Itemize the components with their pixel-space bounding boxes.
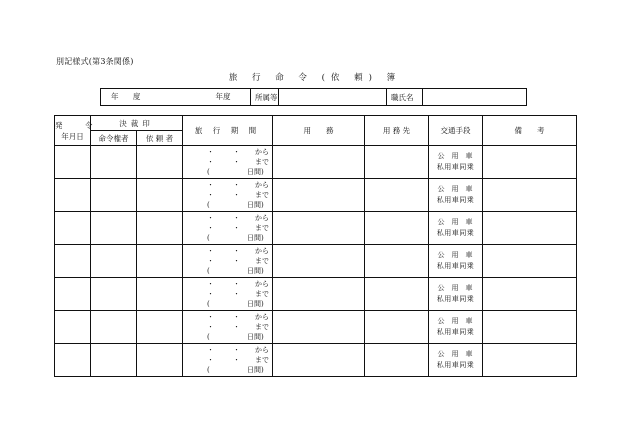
- period-start-line: [183, 246, 273, 256]
- period-dot: ・: [207, 191, 214, 199]
- period-days-label: 日間): [247, 366, 264, 374]
- transport-option-private-car: 私用車同乗: [436, 262, 475, 270]
- issue-date-header: [55, 116, 103, 146]
- period-from-label: から: [255, 346, 269, 354]
- period-days-line: [183, 233, 273, 243]
- destination-cell[interactable]: [365, 311, 429, 344]
- transport-cell[interactable]: [429, 344, 483, 377]
- travel-period-header: 旅 行 期 間: [183, 116, 273, 146]
- page-title: [0, 71, 630, 83]
- period-days-label: 日間): [247, 333, 264, 341]
- period-open-paren: (: [207, 234, 210, 242]
- header-info-table: [100, 88, 527, 106]
- travel-period-cell[interactable]: [183, 146, 273, 179]
- page-title-text: 旅 行 命 令 (依 頼) 簿: [228, 73, 402, 83]
- period-dot: ・: [207, 290, 214, 298]
- period-open-paren: (: [207, 300, 210, 308]
- transport-option-official-car: 公用車: [437, 350, 480, 358]
- requester-stamp-cell[interactable]: [137, 179, 183, 212]
- period-until-label: まで: [255, 224, 269, 232]
- period-dot: ・: [233, 224, 240, 232]
- destination-cell[interactable]: [365, 146, 429, 179]
- period-days-label: 日間): [247, 267, 264, 275]
- period-open-paren: (: [207, 168, 210, 176]
- form-style-label: 別記様式(第3条関係): [56, 57, 134, 66]
- table-row: [55, 146, 577, 179]
- period-dot: ・: [233, 181, 240, 189]
- period-dot: ・: [233, 247, 240, 255]
- requester-stamp-cell[interactable]: [137, 245, 183, 278]
- table-body: [55, 146, 577, 377]
- period-dot: ・: [207, 313, 214, 321]
- period-dot: ・: [207, 323, 214, 331]
- table-row: [55, 245, 577, 278]
- destination-cell[interactable]: [365, 212, 429, 245]
- period-dot: ・: [233, 356, 240, 364]
- period-end-line: [183, 322, 273, 332]
- business-cell[interactable]: [273, 311, 365, 344]
- travel-period-cell[interactable]: [183, 245, 273, 278]
- requester-stamp-cell[interactable]: [137, 311, 183, 344]
- issue-date-cell[interactable]: [55, 311, 91, 344]
- department-field[interactable]: [279, 89, 375, 106]
- issue-date-header-line1: 発 令: [55, 120, 103, 130]
- travel-period-cell[interactable]: [183, 278, 273, 311]
- table-row: [55, 212, 577, 245]
- period-until-label: まで: [255, 257, 269, 265]
- period-dot: ・: [233, 280, 240, 288]
- transport-header: 交通手段: [429, 116, 483, 146]
- period-days-line: [183, 299, 273, 309]
- period-days-line: [183, 167, 273, 177]
- period-open-paren: (: [207, 366, 210, 374]
- period-dot: ・: [207, 148, 214, 156]
- transport-option-private-car: 私用車同乗: [436, 229, 475, 237]
- business-cell[interactable]: [273, 344, 365, 377]
- commander-stamp-cell[interactable]: [91, 179, 137, 212]
- period-dot: ・: [207, 257, 214, 265]
- name-label: 職氏名: [387, 89, 423, 106]
- requester-stamp-cell[interactable]: [137, 344, 183, 377]
- commander-header: 命令権者: [91, 131, 137, 146]
- requester-header: 依 頼 者: [137, 131, 183, 146]
- remarks-cell[interactable]: [483, 344, 577, 377]
- transport-option-private-car: 私用車同乗: [436, 361, 475, 369]
- commander-stamp-cell[interactable]: [91, 245, 137, 278]
- issue-date-cell[interactable]: [55, 344, 91, 377]
- period-until-label: まで: [255, 290, 269, 298]
- period-end-line: [183, 190, 273, 200]
- travel-period-block: [183, 212, 272, 244]
- transport-option-official-car: 公用車: [437, 317, 480, 325]
- issue-date-cell[interactable]: [55, 278, 91, 311]
- period-dot: ・: [233, 313, 240, 321]
- period-dot: ・: [233, 323, 240, 331]
- commander-stamp-cell[interactable]: [91, 278, 137, 311]
- period-days-label: 日間): [247, 234, 264, 242]
- period-dot: ・: [207, 214, 214, 222]
- period-start-line: [183, 279, 273, 289]
- transport-option-official-car: 公用車: [437, 218, 480, 226]
- period-days-line: [183, 365, 273, 375]
- period-days-line: [183, 266, 273, 276]
- requester-stamp-cell[interactable]: [137, 212, 183, 245]
- transport-cell[interactable]: [429, 179, 483, 212]
- period-dot: ・: [233, 158, 240, 166]
- travel-period-block: [183, 146, 272, 178]
- transport-option-private-car: 私用車同乗: [436, 328, 475, 336]
- issue-date-cell[interactable]: [55, 146, 91, 179]
- period-start-line: [183, 180, 273, 190]
- transport-cell[interactable]: [429, 311, 483, 344]
- issue-date-header-line2: 年月日: [61, 131, 84, 141]
- fiscal-year-cell[interactable]: [101, 89, 235, 106]
- period-open-paren: (: [207, 333, 210, 341]
- issue-date-cell[interactable]: [55, 212, 91, 245]
- requester-stamp-cell[interactable]: [137, 146, 183, 179]
- period-from-label: から: [255, 214, 269, 222]
- period-dot: ・: [207, 181, 214, 189]
- period-until-label: まで: [255, 158, 269, 166]
- fiscal-year-label: 年 度: [111, 92, 147, 101]
- period-start-line: [183, 213, 273, 223]
- travel-period-block: [183, 179, 272, 211]
- travel-period-block: [183, 278, 272, 310]
- name-field[interactable]: [423, 89, 527, 106]
- period-dot: ・: [207, 224, 214, 232]
- transport-option-private-car: 私用車同乗: [436, 163, 475, 171]
- department-label: 所属等: [251, 89, 279, 106]
- table-row: [55, 179, 577, 212]
- period-days-label: 日間): [247, 168, 264, 176]
- requester-stamp-cell[interactable]: [137, 278, 183, 311]
- commander-stamp-cell[interactable]: [91, 344, 137, 377]
- period-dot: ・: [233, 257, 240, 265]
- period-dot: ・: [207, 356, 214, 364]
- approval-stamp-header: 決裁印: [91, 116, 183, 131]
- period-from-label: から: [255, 313, 269, 321]
- business-cell[interactable]: [273, 212, 365, 245]
- period-days-label: 日間): [247, 201, 264, 209]
- transport-option-private-car: 私用車同乗: [436, 196, 475, 204]
- period-dot: ・: [233, 346, 240, 354]
- travel-period-cell[interactable]: [183, 212, 273, 245]
- commander-stamp-cell[interactable]: [91, 146, 137, 179]
- period-start-line: [183, 147, 273, 157]
- remarks-cell[interactable]: [483, 311, 577, 344]
- transport-option-official-car: 公用車: [437, 251, 480, 259]
- remarks-cell[interactable]: [483, 212, 577, 245]
- table-row: [55, 311, 577, 344]
- remarks-header: 備 考: [483, 116, 577, 146]
- destination-cell[interactable]: [365, 179, 429, 212]
- table-row: [55, 344, 577, 377]
- transport-cell[interactable]: [429, 278, 483, 311]
- period-until-label: まで: [255, 356, 269, 364]
- period-open-paren: (: [207, 201, 210, 209]
- period-dot: ・: [233, 148, 240, 156]
- period-end-line: [183, 223, 273, 233]
- period-until-label: まで: [255, 191, 269, 199]
- period-from-label: から: [255, 148, 269, 156]
- travel-period-block: [183, 311, 272, 343]
- period-end-line: [183, 355, 273, 365]
- commander-stamp-cell[interactable]: [91, 212, 137, 245]
- transport-option-private-car: 私用車同乗: [436, 295, 475, 303]
- remarks-cell[interactable]: [483, 245, 577, 278]
- travel-period-cell[interactable]: [183, 179, 273, 212]
- period-dot: ・: [207, 247, 214, 255]
- period-start-line: [183, 312, 273, 322]
- business-header: 用 務: [273, 116, 365, 146]
- period-end-line: [183, 289, 273, 299]
- destination-cell[interactable]: [365, 344, 429, 377]
- destination-cell[interactable]: [365, 278, 429, 311]
- transport-cell[interactable]: [429, 245, 483, 278]
- transport-cell[interactable]: [429, 212, 483, 245]
- period-open-paren: (: [207, 267, 210, 275]
- remarks-cell[interactable]: [483, 146, 577, 179]
- period-dot: ・: [207, 346, 214, 354]
- period-dot: ・: [233, 191, 240, 199]
- travel-period-block: [183, 245, 272, 277]
- business-cell[interactable]: [273, 179, 365, 212]
- fiscal-year-suffix: 年度: [215, 92, 231, 101]
- issue-date-cell[interactable]: [55, 179, 91, 212]
- transport-option-official-car: 公用車: [437, 185, 480, 193]
- period-end-line: [183, 157, 273, 167]
- remarks-cell[interactable]: [483, 179, 577, 212]
- period-end-line: [183, 256, 273, 266]
- business-cell[interactable]: [273, 245, 365, 278]
- transport-option-official-car: 公用車: [437, 284, 480, 292]
- transport-option-official-car: 公用車: [437, 152, 480, 160]
- destination-cell[interactable]: [365, 245, 429, 278]
- table-row: [55, 278, 577, 311]
- travel-order-table: [54, 115, 577, 377]
- transport-cell[interactable]: [429, 146, 483, 179]
- period-from-label: から: [255, 181, 269, 189]
- period-dot: ・: [207, 158, 214, 166]
- period-dot: ・: [233, 214, 240, 222]
- issue-date-cell[interactable]: [55, 245, 91, 278]
- fiscal-year-spacer: [235, 89, 251, 106]
- period-days-line: [183, 200, 273, 210]
- period-from-label: から: [255, 247, 269, 255]
- period-until-label: まで: [255, 323, 269, 331]
- period-dot: ・: [207, 280, 214, 288]
- department-spacer: [375, 89, 387, 106]
- business-cell[interactable]: [273, 278, 365, 311]
- period-days-label: 日間): [247, 300, 264, 308]
- destination-header: 用 務 先: [365, 116, 429, 146]
- remarks-cell[interactable]: [483, 278, 577, 311]
- travel-period-cell[interactable]: [183, 344, 273, 377]
- period-days-line: [183, 332, 273, 342]
- business-cell[interactable]: [273, 146, 365, 179]
- commander-stamp-cell[interactable]: [91, 311, 137, 344]
- period-from-label: から: [255, 280, 269, 288]
- period-dot: ・: [233, 290, 240, 298]
- travel-period-block: [183, 344, 272, 376]
- travel-period-cell[interactable]: [183, 311, 273, 344]
- period-start-line: [183, 345, 273, 355]
